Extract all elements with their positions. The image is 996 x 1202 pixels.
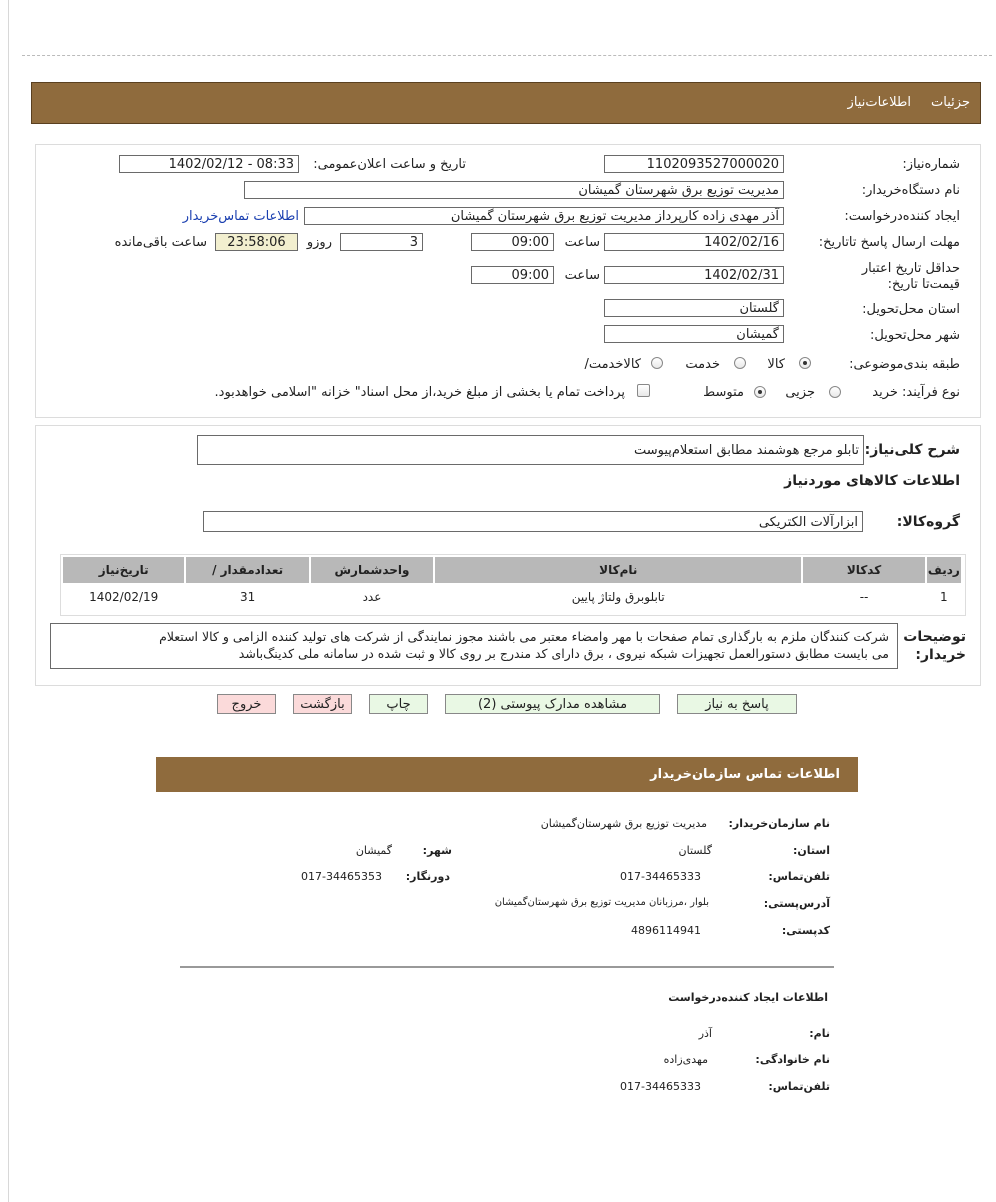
back-button[interactable]: بازگشت <box>293 694 352 714</box>
category-radio-goods-service[interactable] <box>651 357 663 369</box>
creator-name: آذر <box>698 1027 712 1040</box>
validity-time-label: ساعت <box>564 268 600 283</box>
contact-province: گلستان <box>678 844 712 857</box>
contact-fax: 017-34465353 <box>301 870 382 883</box>
contact-address-label: آدرس‌پستی: <box>763 897 830 910</box>
province-field[interactable]: گلستان <box>604 299 784 317</box>
category-radio-goods[interactable] <box>799 357 811 369</box>
respond-button[interactable]: پاسخ به نیاز <box>677 694 797 714</box>
contact-city: گمیشان <box>355 844 392 857</box>
creator-name-label: نام: <box>809 1027 830 1040</box>
creator-family: مهدی‌زاده <box>663 1053 708 1066</box>
cell-qty: 31 <box>239 590 256 604</box>
cell-name: تابلو‌برق ولتاژ پایین <box>571 590 665 604</box>
summary-field[interactable]: تابلو مرجع هوشمند مطابق استعلام‌پیوست <box>197 435 864 465</box>
payment-checkbox[interactable] <box>637 384 650 397</box>
process-radio-minor[interactable] <box>829 386 841 398</box>
deadline-time-field[interactable]: 09:00 <box>471 233 554 251</box>
province-label: استان محل‌تحویل: <box>862 302 960 317</box>
table-row <box>63 585 961 609</box>
creator-field[interactable]: آذر مهدی زاده کارپرداز مدیریت توزیع برق شهرستان گمیشان <box>304 207 784 225</box>
items-table <box>61 555 963 611</box>
validity-time-field[interactable]: 09:00 <box>471 266 554 284</box>
cell-row-no: 1 <box>940 590 948 604</box>
col-date: تاریخ‌نیاز <box>63 557 184 583</box>
contact-phone-label: تلفن‌تماس: <box>768 870 830 883</box>
contact-postal-label: کد‌پستی: <box>781 924 830 937</box>
group-field[interactable]: ابزارآلات الکتریکی <box>203 511 863 532</box>
contact-org-label: نام سازمان‌خریدار: <box>728 817 830 830</box>
creator-phone-label: تلفن‌تماس: <box>768 1080 830 1093</box>
group-label: گروه‌کالا: <box>896 514 960 530</box>
category-radio-service[interactable] <box>734 357 746 369</box>
attachments-button[interactable]: مشاهده مدارک پیوستی (2) <box>445 694 660 714</box>
col-qty: تعداد‌مقدار / <box>186 557 308 583</box>
deadline-label: مهلت ارسال پاسخ تا‌تاریخ: <box>818 235 960 250</box>
creator-info-title: اطلاعات ایجاد کننده‌درخواست <box>668 991 828 1004</box>
exit-button[interactable]: خروج <box>217 694 276 714</box>
announce-label: تاریخ و ساعت اعلان‌عمومی: <box>313 157 466 172</box>
buyer-notes-label: توضیحات خریدار: <box>903 629 966 663</box>
col-code: کدکالا <box>803 557 924 583</box>
col-name: نام‌کالا <box>435 557 801 583</box>
col-row-no: ردیف <box>927 557 961 583</box>
city-label: شهر محل‌تحویل: <box>870 328 960 343</box>
category-option-goods-service: کالا‌خدمت/ <box>584 357 641 372</box>
contact-fax-label: دورنگار: <box>405 870 450 883</box>
creator-phone: 017-34465333 <box>620 1080 701 1093</box>
buyer-contact-link[interactable]: اطلاعات تماس‌خریدار <box>182 209 299 224</box>
contact-title: اطلاعات تماس سازمان‌خریدار <box>650 767 840 782</box>
contact-phone: 017-34465333 <box>620 870 701 883</box>
process-label: نوع فرآیند: خرید <box>872 385 960 400</box>
remaining-label: ساعت باقی‌مانده <box>114 235 207 250</box>
need-number-field[interactable]: 1102093527000020 <box>604 155 784 173</box>
header-need-info[interactable]: اطلاعات‌نیاز <box>847 95 911 110</box>
goods-info-title: اطلاعات کالاهای موردنیاز <box>784 473 960 489</box>
cell-date: 1402/02/19 <box>89 590 159 604</box>
contact-city-label: شهر: <box>422 844 452 857</box>
validity-label: حداقل تاریخ اعتبار قیمت‌تا تاریخ: <box>861 261 960 292</box>
print-button[interactable]: چاپ <box>369 694 428 714</box>
city-field[interactable]: گمیشان <box>604 325 784 343</box>
process-option-medium: متوسط <box>703 385 744 400</box>
top-divider <box>22 55 992 56</box>
process-option-minor: جزیی <box>785 385 815 400</box>
buyer-org-label: نام دستگاه‌خریدار: <box>861 183 960 198</box>
category-option-goods: کالا <box>767 357 785 372</box>
contact-postal: 4896114941 <box>631 924 701 937</box>
buyer-org-field[interactable]: مدیریت توزیع برق شهرستان گمیشان <box>244 181 784 199</box>
deadline-time-label: ساعت <box>564 235 600 250</box>
header-bar <box>31 82 981 124</box>
buyer-notes-box <box>50 623 898 669</box>
category-label: طبقه بندی‌موضوعی: <box>849 357 960 372</box>
process-radio-medium[interactable] <box>754 386 766 398</box>
col-unit: واحدشمارش <box>311 557 433 583</box>
validity-date-field[interactable]: 1402/02/31 <box>604 266 784 284</box>
table-header-row <box>63 557 961 583</box>
creator-family-label: نام خانوادگی: <box>755 1053 830 1066</box>
left-border-line <box>8 0 9 1202</box>
days-field[interactable]: 3 <box>340 233 423 251</box>
contact-divider <box>180 966 834 968</box>
contact-org: مدیریت توزیع برق شهرستان‌گمیشان <box>540 817 707 830</box>
summary-label: شرح کلی‌نیاز: <box>864 442 960 458</box>
days-label: روزو <box>306 235 332 250</box>
buyer-notes-line1: شرکت کنندگان ملزم به بارگذاری تمام صفحات با مهر وامضاء معتبر می باشند مجوز نمایندگی از شرکت های تولید کننده الزامی و کالا استعلام <box>159 629 889 644</box>
category-option-service: خدمت <box>685 357 720 372</box>
contact-title-bar <box>156 757 858 792</box>
announce-field[interactable]: 1402/02/12 - 08:33 <box>119 155 299 173</box>
need-number-label: شماره‌نیاز: <box>902 157 960 172</box>
cell-code: -- <box>859 590 869 604</box>
contact-address: بلوار ،مرزبانان مدیریت توزیع برق شهرستان‌گمیشان <box>494 897 709 908</box>
creator-label: ایجاد کننده‌درخواست: <box>844 209 960 224</box>
header-details[interactable]: جزئیات <box>931 95 970 110</box>
cell-unit: عدد <box>362 590 382 604</box>
buyer-notes-line2: می بایست مطابق دستورالعمل تجهیزات شبکه نیروی ، برق دارای کد مندرج بر روی کالا و ثبت شده در سامانه ملی کدینگ‌باشد <box>238 646 889 661</box>
remaining-time-field: 23:58:06 <box>215 233 298 251</box>
deadline-date-field[interactable]: 1402/02/16 <box>604 233 784 251</box>
payment-text: پرداخت تمام یا بخشی از مبلغ خرید،از محل اسناد" خزانه "اسلامی خواهد‌بود. <box>214 385 625 400</box>
contact-province-label: استان: <box>793 844 830 857</box>
